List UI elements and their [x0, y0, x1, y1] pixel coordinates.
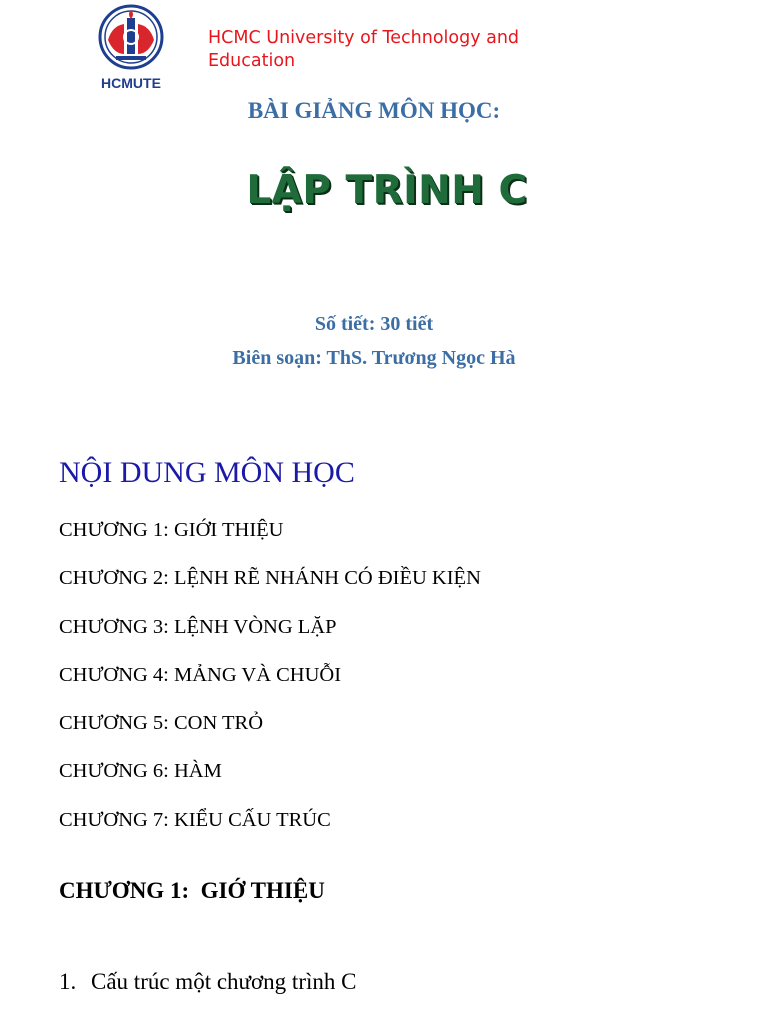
course-periods: Số tiết: 30 tiết	[314, 313, 434, 335]
chapter-item: CHƯƠNG 6: HÀM	[59, 760, 222, 783]
section-item-number: 1.	[59, 969, 77, 994]
section-item-text: Cấu trúc một chương trình C	[91, 969, 357, 994]
university-logo	[94, 4, 168, 92]
chapter-item: CHƯƠNG 1: GIỚI THIỆU	[59, 519, 284, 541]
course-author: Biên soạn: ThS. Trương Ngọc Hà	[232, 347, 516, 369]
logo-text: HCMUTE	[101, 75, 161, 91]
course-title: LẬP TRÌNH C	[246, 168, 528, 213]
chapter-1-heading: CHƯƠNG 1: GIỚ THIỆU	[59, 878, 325, 903]
chapter-item: CHƯƠNG 4: MẢNG VÀ CHUỖI	[59, 663, 342, 686]
lecture-subtitle: BÀI GIẢNG MÔN HỌC:	[247, 98, 501, 123]
chapter-item: CHƯƠNG 2: LỆNH RẼ NHÁNH CÓ ĐIỀU KIỆN	[59, 567, 481, 590]
chapter-item: CHƯƠNG 5: CON TRỎ	[59, 712, 264, 735]
chapter-list	[59, 516, 481, 854]
chapter-item: CHƯƠNG 3: LỆNH VÒNG LẶP	[59, 615, 337, 638]
university-name: HCMC University of Technology and Education	[208, 28, 520, 71]
chapter-item: CHƯƠNG 7: KIỂU CẤU TRÚC	[59, 808, 331, 831]
contents-heading: NỘI DUNG MÔN HỌC	[59, 456, 355, 489]
hcmute-logo-icon	[94, 4, 168, 92]
section-item	[59, 969, 356, 995]
